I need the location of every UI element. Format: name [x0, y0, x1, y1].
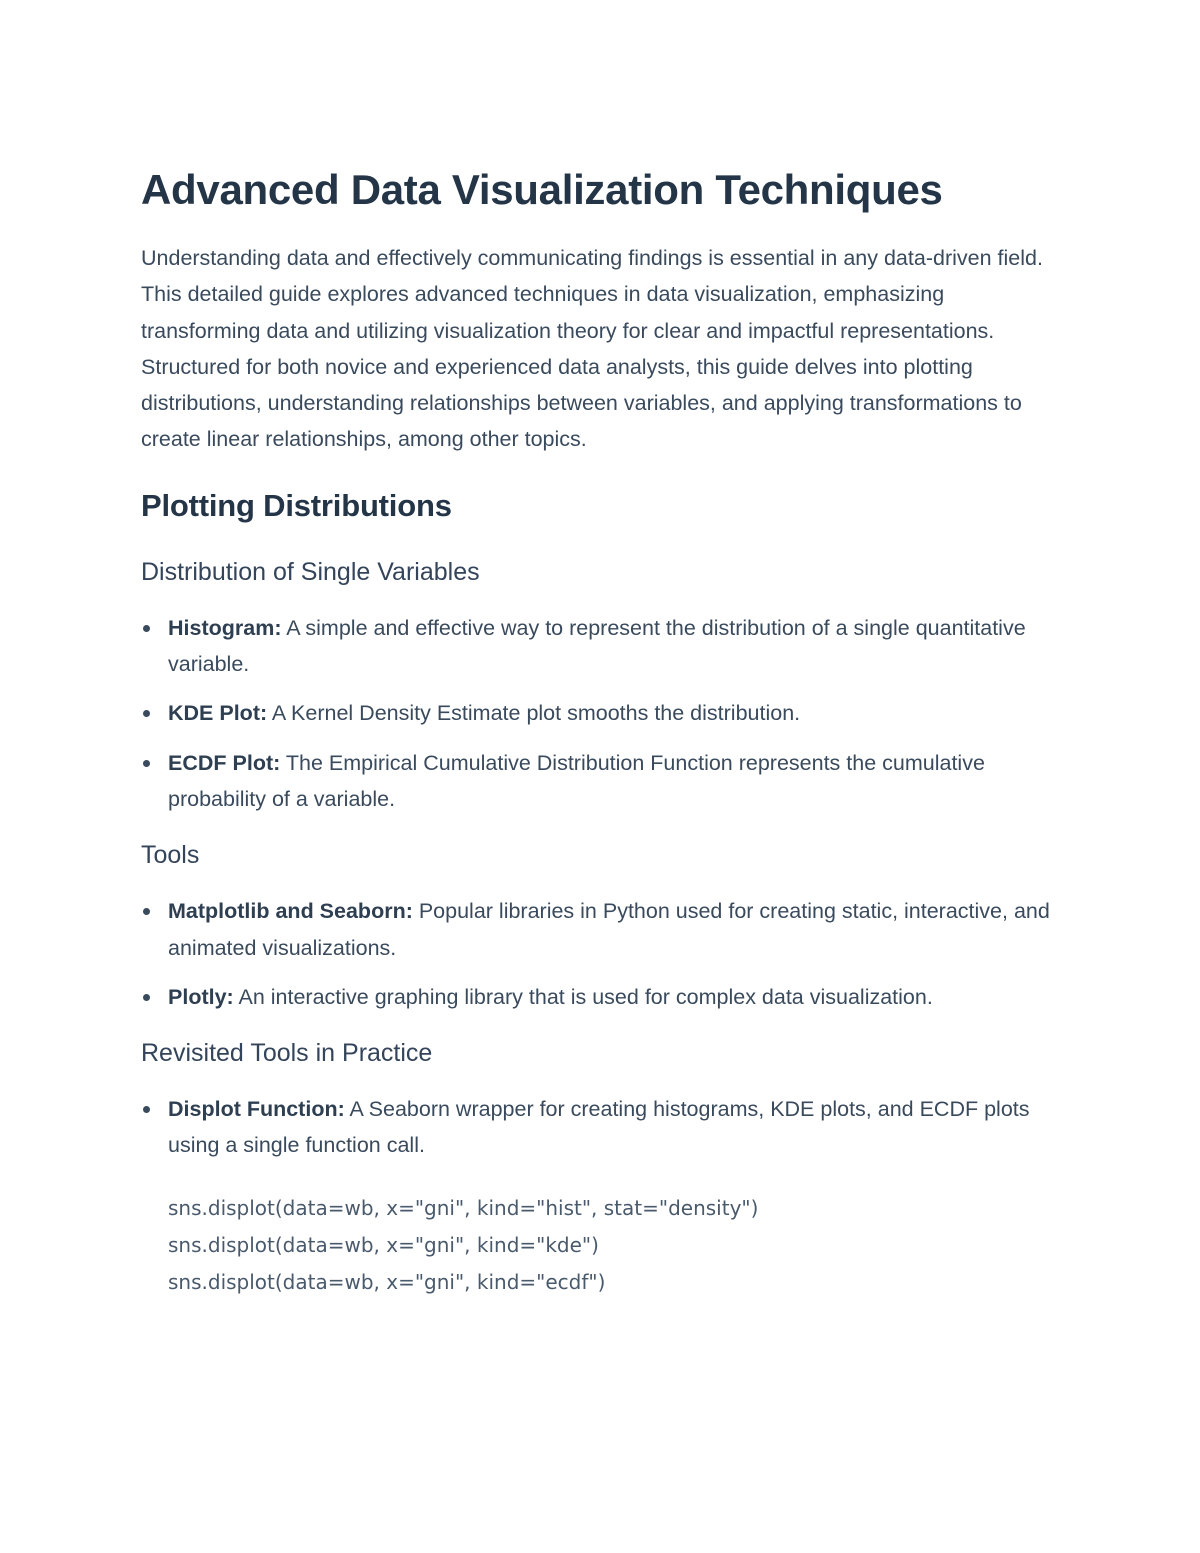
term-label: Plotly:	[168, 984, 234, 1009]
term-label: Matplotlib and Seaborn:	[168, 899, 413, 924]
revisited-tools-list	[141, 1091, 1061, 1164]
single-variables-list	[141, 610, 1061, 817]
intro-paragraph: Understanding data and effectively communicating findings is essential in any data-driven field. This detailed guide explores advanced techniques in data visualization, emphasizing transforming data and utilizing visualization theory for clear and impactful representations. Structured for both novice and experienced data analysts, this guide delves into plotting distributions, understanding relationships between variables, and applying transformations to create linear relationships, among other topics.	[141, 246, 1043, 452]
list-item-matplotlib-seaborn	[141, 893, 1061, 966]
subheading-revisited-tools: Revisited Tools in Practice	[141, 1039, 433, 1068]
code-line: sns.displot(data=wb, x="gni", kind="hist", stat="density")	[168, 1195, 759, 1220]
list-item-kde-plot	[141, 695, 1061, 731]
bullet-icon	[143, 760, 150, 767]
list-item-histogram	[141, 610, 1061, 683]
code-block	[168, 1190, 1061, 1301]
term-description: A Kernel Density Estimate plot smooths the distribution.	[267, 701, 801, 726]
document-page	[141, 160, 1061, 1301]
list-item-ecdf-plot	[141, 745, 1061, 818]
subheading-tools: Tools	[141, 841, 200, 870]
term-description: A Seaborn wrapper for creating histograms, KDE plots, and ECDF plots using a single function call.	[168, 1097, 1030, 1158]
term-label: Histogram:	[168, 615, 282, 640]
list-item-plotly	[141, 979, 1061, 1015]
bullet-icon	[143, 908, 150, 915]
subheading-single-variables: Distribution of Single Variables	[141, 557, 480, 586]
term-description: Popular libraries in Python used for creating static, interactive, and animated visualizations.	[168, 899, 1050, 960]
section-heading-plotting-distributions: Plotting Distributions	[141, 487, 452, 523]
page-title: Advanced Data Visualization Techniques	[141, 166, 943, 213]
term-description: The Empirical Cumulative Distribution Function represents the cumulative probability of a variable.	[168, 750, 985, 811]
bullet-icon	[143, 625, 150, 632]
term-description: An interactive graphing library that is used for complex data visualization.	[233, 984, 933, 1009]
term-label: ECDF Plot:	[168, 750, 281, 775]
bullet-icon	[143, 710, 150, 717]
term-description: A simple and effective way to represent the distribution of a single quantitative variable.	[168, 615, 1026, 677]
bullet-icon	[143, 1106, 150, 1113]
list-item-displot-function	[141, 1091, 1061, 1164]
bullet-icon	[143, 994, 150, 1001]
tools-list	[141, 893, 1061, 1015]
code-line: sns.displot(data=wb, x="gni", kind="kde")	[168, 1232, 599, 1257]
term-label: KDE Plot:	[168, 701, 268, 726]
code-line: sns.displot(data=wb, x="gni", kind="ecdf")	[168, 1269, 606, 1294]
term-label: Displot Function:	[168, 1097, 345, 1122]
